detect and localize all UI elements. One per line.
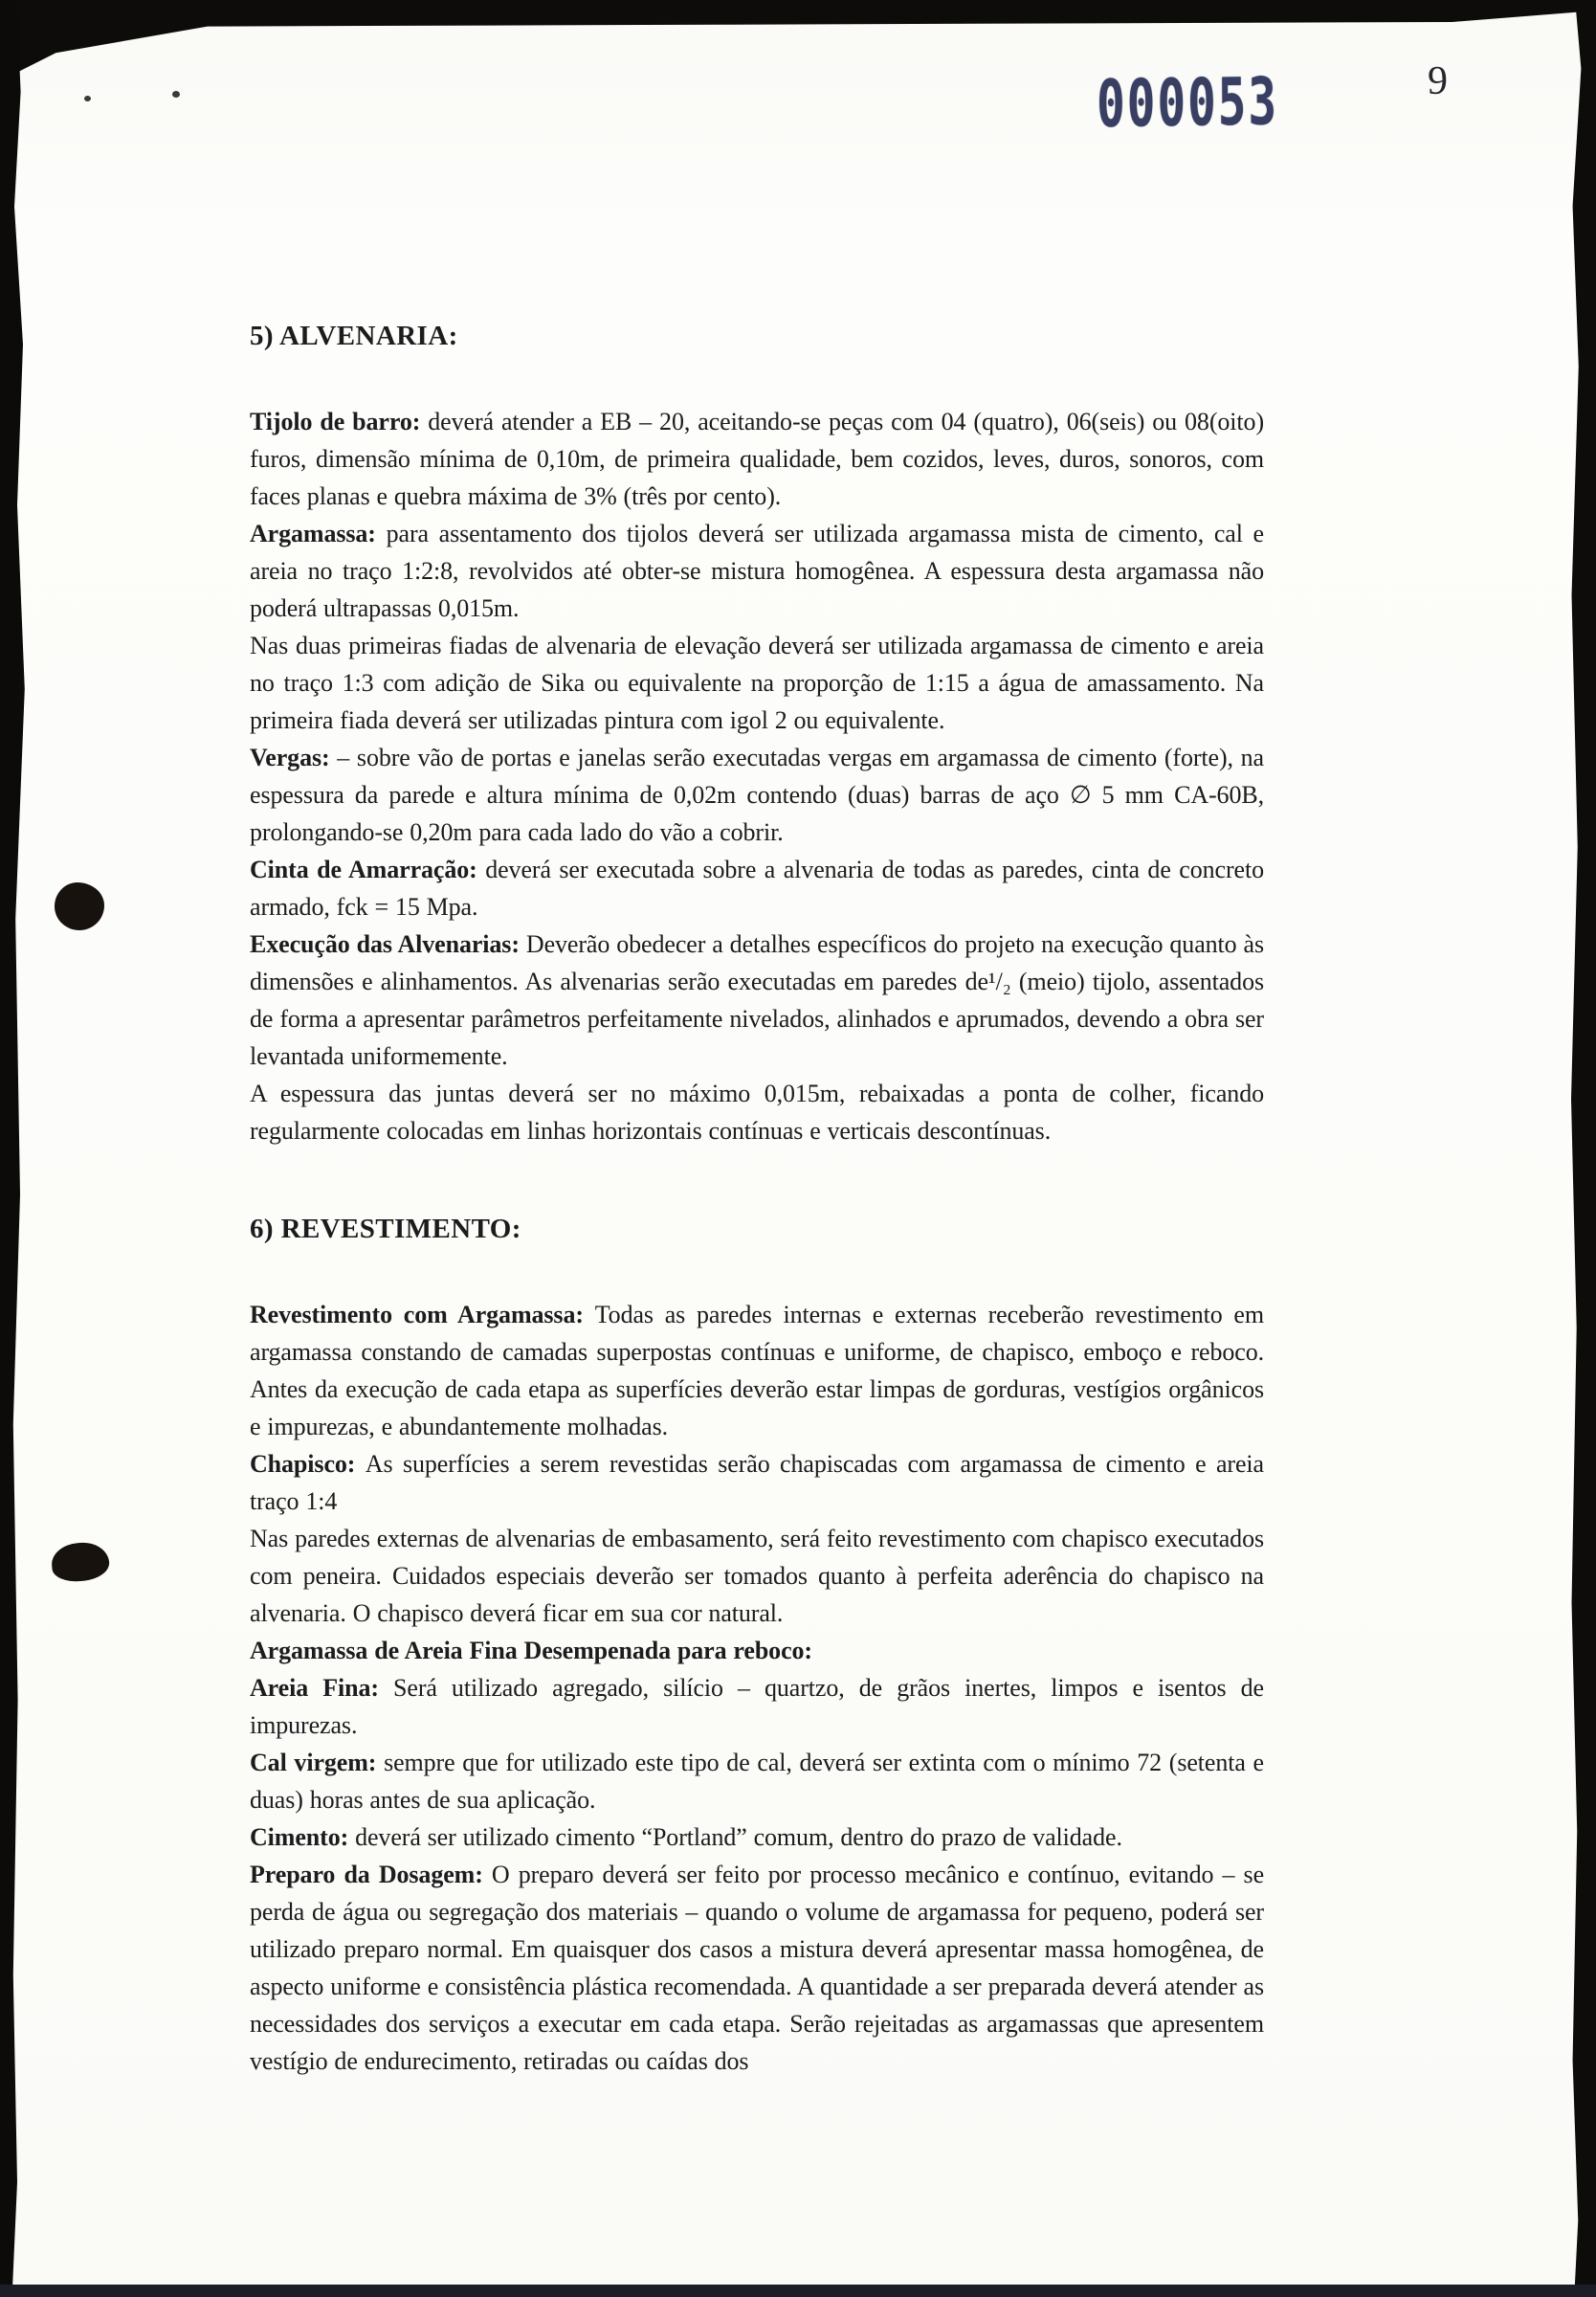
paragraph: Cal virgem: sempre que for utilizado este tipo de cal, deverá ser extinta com o mínimo 72 (setenta e duas) horas antes de sua aplicação. <box>250 1749 1264 1814</box>
document-section <box>250 1211 1264 2080</box>
paragraph-lead: Preparo da Dosagem: <box>250 1861 492 1888</box>
scan-film-edge-top <box>0 0 1596 88</box>
document-body <box>250 318 1264 2080</box>
paragraph: Argamassa: para assentamento dos tijolos deverá ser utilizada argamassa mista de cimento, cal e areia no traço 1:2:8, revolvidos até obter-se mistura homogênea. A espessura desta argamassa não poderá ultrapassas 0,015m. <box>250 520 1264 622</box>
page-number: 9 <box>1428 59 1448 103</box>
paragraph-lead: Revestimento com Argamassa: <box>250 1301 595 1328</box>
scan-film-edge-left <box>0 0 29 2297</box>
paragraph: Preparo da Dosagem: O preparo deverá ser feito por processo mecânico e contínuo, evitando – se perda de água ou segregação dos materiais – quando o volume de argamassa for pequeno, poderá ser utilizado preparo normal. Em quaisquer dos casos a mistura deverá apresentar massa homogênea, de aspecto uniforme e consistência plástica recomendada. A quantidade a ser preparada deverá atender as necessidades dos serviços a executar em cada etapa. Serão rejeitadas as argamassas que apresentem vestígio de endurecimento, retiradas ou caídas dos <box>250 1861 1265 2075</box>
paragraph: Chapisco: As superfícies a serem revestidas serão chapiscadas com argamassa de cimento e areia traço 1:4 <box>250 1450 1264 1515</box>
paragraph: Execução das Alvenarias: Deverão obedecer a detalhes específicos do projeto na execução quanto às dimensões e alinhamentos. As alvenarias serão executadas em paredes de¹/₂ (meio) tijolo, assentados de forma a apresentar parâmetros perfeitamente nivelados, alinhados e aprumados, devendo a obra ser levantada uniformemente. <box>250 930 1265 1070</box>
paragraph: Nas duas primeiras fiadas de alvenaria de elevação deverá ser utilizada argamassa de cimento e areia no traço 1:3 com adição de Sika ou equivalente na proporção de 1:15 a água de amassamento. Na primeira fiada deverá ser utilizadas pintura com igol 2 ou equivalente. <box>250 632 1264 734</box>
paragraph: Nas paredes externas de alvenarias de embasamento, será feito revestimento com chapisco executados com peneira. Cuidados especiais deverão ser tomados quanto à perfeita aderência do chapisco na alvenaria. O chapisco deverá ficar em sua cor natural. <box>250 1525 1264 1627</box>
paragraph-lead: Execução das Alvenarias: <box>250 930 526 958</box>
section-heading: 5) ALVENARIA: <box>250 321 458 351</box>
paragraph-lead: Argamassa: <box>250 520 387 547</box>
paragraph: Cinta de Amarração: deverá ser executada sobre a alvenaria de todas as paredes, cinta de concreto armado, fck = 15 Mpa. <box>250 856 1264 921</box>
paragraph-lead: Argamassa de Areia Fina Desempenada para reboco: <box>250 1637 812 1664</box>
paragraph-lead: Cimento: <box>250 1823 356 1851</box>
bates-stamp-number: 000053 <box>1096 64 1279 143</box>
paragraph: Cimento: deverá ser utilizado cimento “Portland” comum, dentro do prazo de validade. <box>250 1823 1122 1851</box>
scan-film-edge-right <box>1571 0 1596 2289</box>
hole-punch-mark <box>50 1540 110 1583</box>
paragraph: Areia Fina: Será utilizado agregado, silício – quartzo, de grãos inertes, limpos e isentos de impurezas. <box>250 1674 1264 1739</box>
paragraph-lead: Tijolo de barro: <box>250 408 429 435</box>
paragraph-lead: Chapisco: <box>250 1450 366 1478</box>
scan-film-edge-bottom <box>0 2285 1596 2297</box>
ink-speck <box>172 91 180 98</box>
paragraph: Vergas: – sobre vão de portas e janelas serão executadas vergas em argamassa de cimento (forte), na espessura da parede e altura mínima de 0,02m contendo (duas) barras de aço ∅ 5 mm CA-60B, prolongando-se 0,20m para cada lado do vão a cobrir. <box>250 744 1264 846</box>
paragraph-lead: Vergas: <box>250 744 338 771</box>
paragraph: Tijolo de barro: deverá atender a EB – 20, aceitando-se peças com 04 (quatro), 06(seis) ou 08(oito) furos, dimensão mínima de 0,10m, de primeira qualidade, bem cozidos, leves, duros, sonoros, com faces planas e quebra máxima de 3% (três por cento). <box>250 408 1264 510</box>
paragraph-lead: Cinta de Amarração: <box>250 856 486 883</box>
ink-speck <box>84 96 91 101</box>
document-section <box>250 318 1264 1149</box>
paragraph-lead: Cal virgem: <box>250 1749 385 1776</box>
paragraph: Revestimento com Argamassa: Todas as paredes internas e externas receberão revestimento em argamassa constando de camadas superpostas contínuas e uniforme, de chapisco, emboço e reboco. Antes da execução de cada etapa as superfícies deverão estar limpas de gorduras, vestígios orgânicos e impurezas, e abundantemente molhadas. <box>250 1301 1264 1440</box>
paragraph: A espessura das juntas deverá ser no máximo 0,015m, rebaixadas a ponta de colher, ficando regularmente colocadas em linhas horizontais contínuas e verticais descontínuas. <box>250 1080 1264 1145</box>
paragraph-lead: Areia Fina: <box>250 1674 394 1702</box>
paragraph <box>250 1632 1264 1669</box>
section-heading: 6) REVESTIMENTO: <box>250 1214 521 1244</box>
hole-punch-mark <box>55 882 104 930</box>
